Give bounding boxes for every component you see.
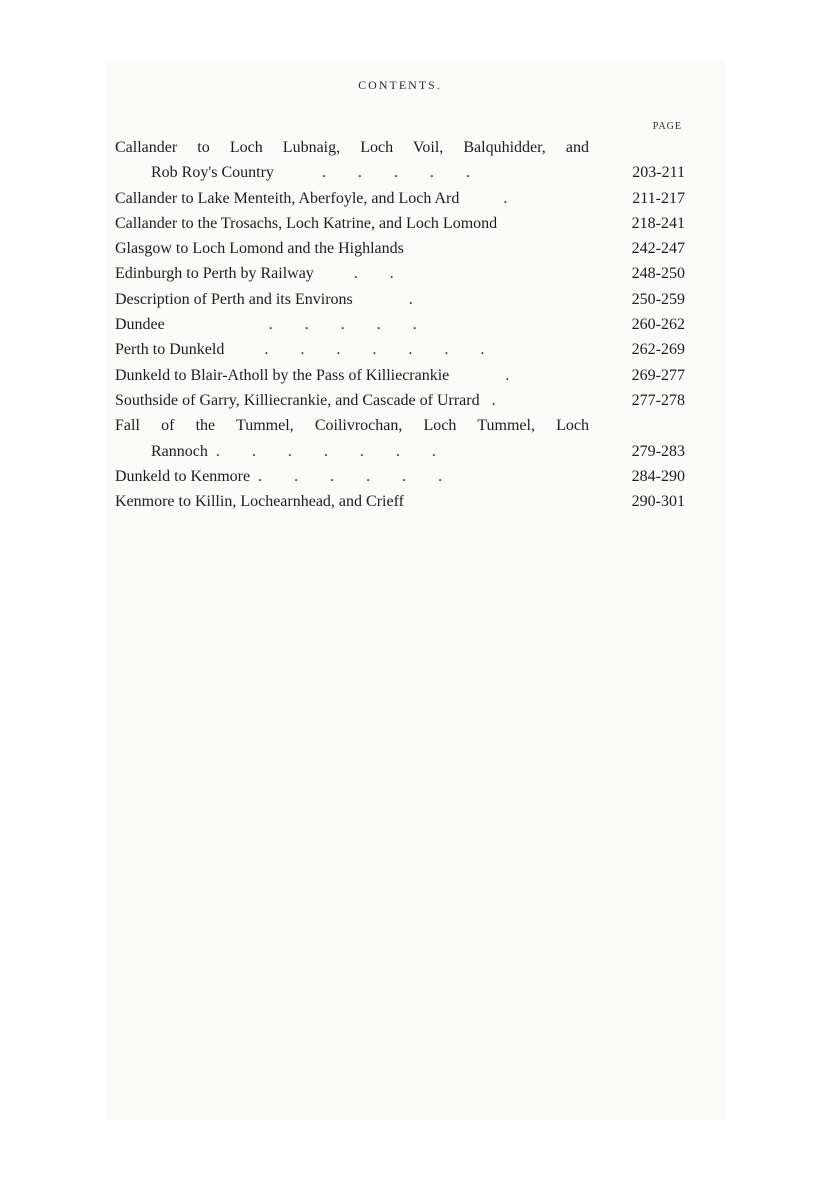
toc-entry bbox=[115, 337, 685, 362]
book-page bbox=[105, 60, 725, 1120]
toc-entry-title-text: Description of Perth and its Environs bbox=[115, 290, 353, 308]
dot-leaders: . . . . . bbox=[268, 316, 417, 334]
toc-entry bbox=[115, 186, 685, 211]
toc-entry-pages: 279-283 bbox=[631, 442, 685, 460]
page-column-label: PAGE bbox=[652, 121, 682, 132]
dot-leaders: . bbox=[408, 290, 413, 308]
toc-entry-title: Kenmore to Killin, Lochearnhead, and Crieff bbox=[115, 493, 404, 511]
dot-leaders: . . . . . . . bbox=[264, 341, 485, 359]
dot-leaders: . bbox=[503, 189, 508, 207]
toc-entry bbox=[115, 135, 685, 186]
toc-entry bbox=[115, 287, 685, 312]
toc-entry-title-text: Southside of Garry, Killiecrankie, and Cascade of Urrard bbox=[115, 391, 480, 409]
toc-entry-pages: 203-211 bbox=[632, 164, 685, 182]
toc-entry bbox=[115, 413, 685, 464]
toc-entry-title-text: Dundee bbox=[115, 316, 165, 334]
toc-entry-title-text: Edinburgh to Perth by Railway bbox=[115, 265, 314, 283]
toc-entry-pages: 260-262 bbox=[631, 316, 685, 334]
toc-entry-pages: 262-269 bbox=[631, 341, 685, 359]
toc-entry-pages: 284-290 bbox=[631, 467, 685, 485]
dot-leaders: . . . . . bbox=[321, 164, 470, 182]
toc-entry-pages: 269-277 bbox=[631, 366, 685, 384]
toc-entry-title-line2: Rob Roy's Country bbox=[151, 164, 274, 182]
toc-entry-pages: 242-247 bbox=[631, 240, 685, 258]
page-heading: CONTENTS. bbox=[358, 78, 442, 92]
toc-entry-pages: 211-217 bbox=[632, 189, 685, 207]
toc-entry-title: Callander to the Trosachs, Loch Katrine, and Loch Lomond bbox=[115, 214, 498, 232]
toc-entry-pages: 250-259 bbox=[631, 290, 685, 308]
toc-entry-title-line2: Rannoch bbox=[151, 442, 208, 460]
toc-entry-title-text: Perth to Dunkeld bbox=[115, 341, 225, 359]
dot-leaders: . bbox=[491, 391, 496, 409]
toc-entry bbox=[115, 464, 685, 489]
toc-entry-title-text: Callander to Lake Menteith, Aberfoyle, and Loch Ard bbox=[115, 189, 460, 207]
toc-entry-title: Fall of the Tummel, Coilivrochan, Loch Tummel, Loch bbox=[115, 417, 589, 435]
dot-leaders: . . . . . . bbox=[258, 467, 443, 485]
toc-entry-pages: 218-241 bbox=[631, 214, 685, 232]
toc-entry bbox=[115, 261, 685, 286]
dot-leaders: . . . . . . . bbox=[215, 442, 436, 460]
table-of-contents bbox=[115, 135, 685, 514]
toc-entry-pages: 277-278 bbox=[631, 391, 685, 409]
toc-entry bbox=[115, 489, 685, 514]
dot-leaders: . . bbox=[353, 265, 394, 283]
toc-entry-title: Callander to Loch Lubnaig, Loch Voil, Balquhidder, and bbox=[115, 139, 589, 156]
toc-entry-pages: 248-250 bbox=[631, 265, 685, 283]
toc-entry bbox=[115, 363, 685, 388]
toc-entry-title: Glasgow to Loch Lomond and the Highlands bbox=[115, 240, 404, 258]
toc-entry bbox=[115, 312, 685, 337]
toc-entry bbox=[115, 211, 685, 236]
toc-entry bbox=[115, 388, 685, 413]
toc-entry-title-text: Dunkeld to Kenmore bbox=[115, 467, 251, 485]
dot-leaders: . bbox=[505, 366, 510, 384]
toc-entry-title-text: Dunkeld to Blair-Atholl by the Pass of Killiecrankie bbox=[115, 366, 450, 384]
toc-entry-pages: 290-301 bbox=[631, 493, 685, 511]
toc-entry bbox=[115, 236, 685, 261]
